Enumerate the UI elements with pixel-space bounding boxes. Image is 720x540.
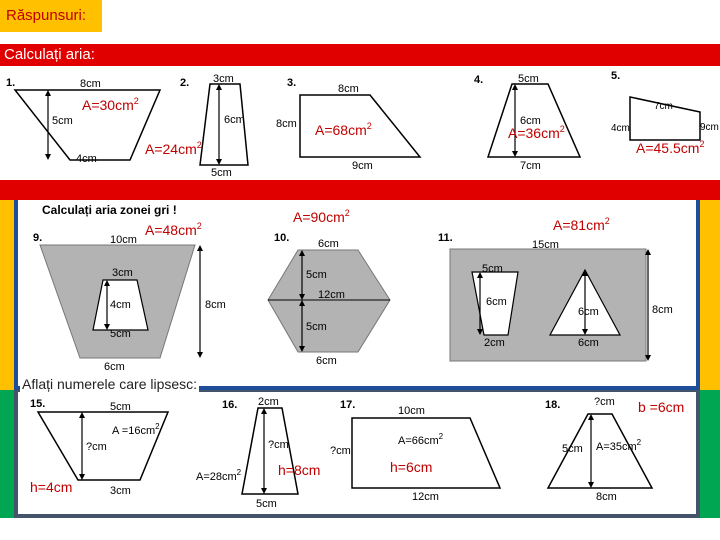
p9-height-label: 8cm bbox=[205, 299, 226, 311]
p11-answer: $A=81cm^2$ bbox=[553, 216, 610, 233]
p18-number: 18. bbox=[545, 399, 561, 411]
p2-answer: $A=24cm^2$ bbox=[145, 140, 202, 157]
p2-height-label: 6cm bbox=[224, 114, 245, 126]
p11-trap-bottom-label: 2cm bbox=[484, 337, 505, 349]
p17-area: $A=66cm^2$ bbox=[398, 432, 444, 447]
p15-number: 15. bbox=[30, 398, 46, 410]
p10-h1-label: 5cm bbox=[306, 269, 327, 281]
p5-answer: $A=45.5cm^2$ bbox=[636, 139, 705, 156]
p11-trap-h-label: 5cm bbox=[482, 263, 503, 275]
p9-inner-h-label: 4cm bbox=[110, 299, 131, 311]
p16-trapezoid bbox=[242, 408, 298, 494]
p3-height-label: 8cm bbox=[276, 118, 297, 130]
p1-number: 1. bbox=[6, 77, 16, 89]
p10-number: 10. bbox=[274, 232, 290, 244]
p1-answer: $A=30cm^2$ bbox=[82, 96, 139, 113]
p5-left-label: 4cm bbox=[611, 123, 630, 134]
p10-mid-label: 12cm bbox=[318, 289, 345, 301]
p15-height-label: ?cm bbox=[86, 441, 107, 453]
p15-area: $A =16cm^2$ bbox=[112, 422, 160, 437]
section1-title: Calculați aria: bbox=[4, 46, 95, 63]
p11-height-label: 8cm bbox=[652, 304, 673, 316]
p3-answer: $A=68cm^2$ bbox=[315, 121, 372, 138]
p10-answer: $A=90cm^2$ bbox=[293, 208, 350, 225]
p17-trapezoid bbox=[352, 418, 500, 488]
p3-bottom-label: 9cm bbox=[352, 160, 373, 172]
p17-answer: h=6cm bbox=[390, 459, 433, 475]
p9-top-label: 10cm bbox=[110, 234, 137, 246]
p11-number: 11. bbox=[438, 232, 453, 244]
p11-tri-h-label: 6cm bbox=[578, 306, 599, 318]
p18-height-label: 5cm bbox=[562, 443, 583, 455]
p16-number: 16. bbox=[222, 399, 238, 411]
p18-area: $A=35cm^2$ bbox=[596, 438, 642, 453]
p9-number: 9. bbox=[33, 232, 43, 244]
p15-top-label: 5cm bbox=[110, 401, 131, 413]
p9-answer: $A=48cm^2$ bbox=[145, 221, 202, 238]
p11-tri-base-label: 6cm bbox=[578, 337, 599, 349]
p9-inner-bottom-label: 5cm bbox=[110, 328, 131, 340]
p11-trap-top-label: 6cm bbox=[486, 296, 507, 308]
p10-top-label: 6cm bbox=[318, 238, 339, 250]
p10-hexagon bbox=[268, 250, 390, 352]
p5-number: 5. bbox=[611, 70, 621, 82]
p4-number: 4. bbox=[474, 74, 484, 86]
p2-bottom-label: 5cm bbox=[211, 167, 232, 179]
p15-bottom-label: 3cm bbox=[110, 485, 131, 497]
p18-bottom-label: 8cm bbox=[596, 491, 617, 503]
p16-bottom-label: 5cm bbox=[256, 498, 277, 510]
p2-number: 2. bbox=[180, 77, 190, 89]
p9-bottom-label: 6cm bbox=[104, 361, 125, 373]
p15-answer: h=4cm bbox=[30, 479, 73, 495]
header-title: Răspunsuri: bbox=[0, 0, 102, 32]
p5-right-label: 9cm bbox=[700, 122, 719, 133]
p4-bottom-label: 7cm bbox=[520, 160, 541, 172]
p1-height-label: 5cm bbox=[52, 115, 73, 127]
p1-top-label: 8cm bbox=[80, 78, 101, 90]
p16-answer: h=8cm bbox=[278, 462, 321, 478]
p17-height-label: ?cm bbox=[330, 445, 351, 457]
p4-height-label: 6cm bbox=[520, 115, 541, 127]
section3-title: Aflați numerele care lipsesc: bbox=[22, 376, 198, 392]
p17-top-label: 10cm bbox=[398, 405, 425, 417]
p4-answer: $A=36cm^2$ bbox=[508, 124, 565, 141]
p9-inner-top-label: 3cm bbox=[112, 267, 133, 279]
p11-top-label: 15cm bbox=[532, 239, 559, 251]
p4-top-label: 5cm bbox=[518, 73, 539, 85]
p16-top-label: 2cm bbox=[258, 396, 279, 408]
p5-top-label: 7cm bbox=[654, 101, 673, 112]
section2-title: Calculați aria zonei gri ! bbox=[42, 203, 177, 217]
p1-bottom-label: 4cm bbox=[76, 153, 97, 165]
p16-height-label: ?cm bbox=[268, 439, 289, 451]
p3-number: 3. bbox=[287, 77, 297, 89]
p18-answer: b =6cm bbox=[638, 399, 685, 415]
p10-h2-label: 5cm bbox=[306, 321, 327, 333]
p17-bottom-label: 12cm bbox=[412, 491, 439, 503]
p3-top-label: 8cm bbox=[338, 83, 359, 95]
p16-area: $A=28cm^2$ bbox=[196, 468, 242, 483]
p17-number: 17. bbox=[340, 399, 356, 411]
p2-top-label: 3cm bbox=[213, 73, 234, 85]
p10-bottom-label: 6cm bbox=[316, 355, 337, 367]
p18-top-label: ?cm bbox=[594, 396, 615, 408]
